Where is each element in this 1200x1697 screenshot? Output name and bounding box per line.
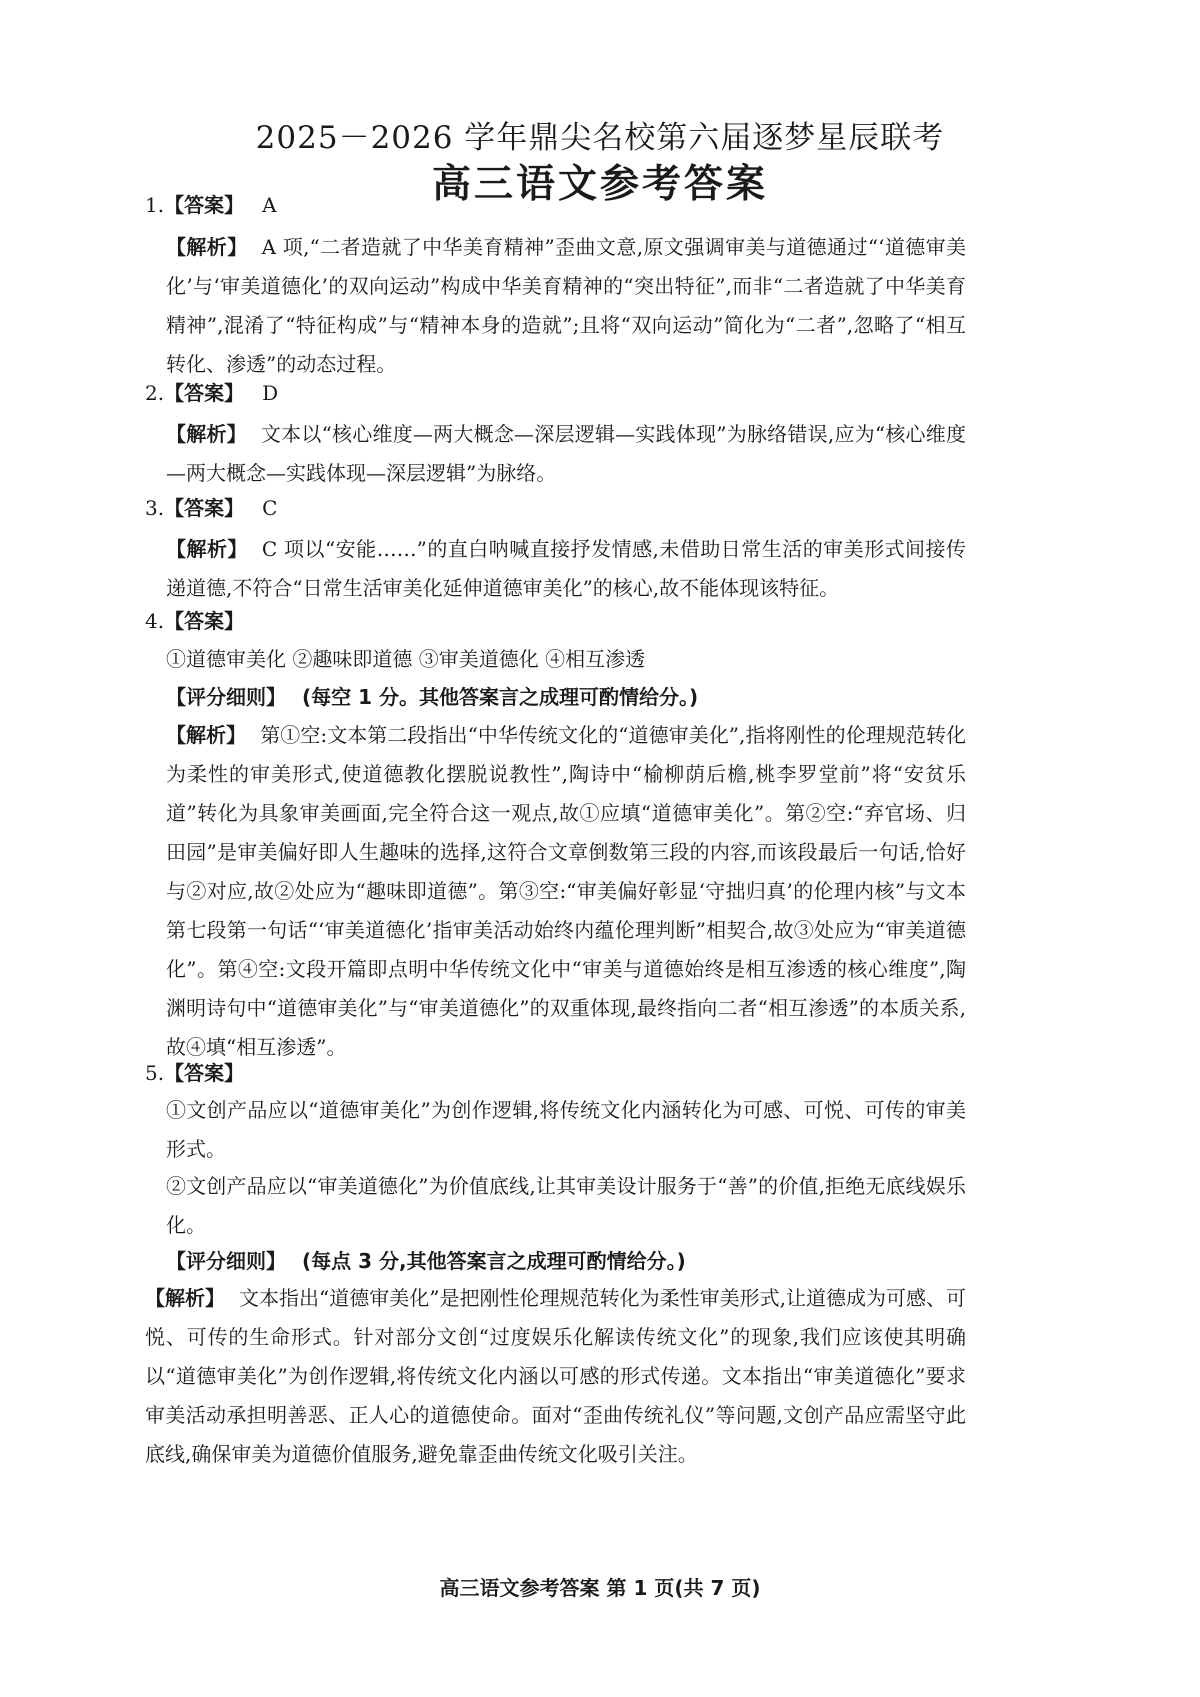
q4-analysis (166, 716, 966, 1067)
q4-analysis-tag: 【解析】 (166, 723, 247, 747)
q5-scoring (166, 1248, 686, 1274)
q5-analysis (145, 1279, 966, 1474)
q5-point-2: ②文创产品应以“审美道德化”为价值底线,让其审美设计服务于“善”的价值,拒绝无底线娱乐化。 (166, 1174, 966, 1237)
q3-analysis-tag: 【解析】 (166, 537, 248, 561)
q2-answer: D (262, 381, 279, 405)
q2-analysis-text: 文本以“核心维度—两大概念—深层逻辑—实践体现”为脉络错误,应为“核心维度—两大概念—实践体现—深层逻辑”为脉络。 (166, 422, 967, 485)
q2-answer-line (145, 380, 278, 406)
q1-answer-tag: 【答案】 (164, 193, 245, 217)
q5-score-note: (每点 3 分,其他答案言之成理可酌情给分。) (302, 1249, 686, 1273)
q4-analysis-text: 第①空:文本第二段指出“中华传统文化的“道德审美化”,指将刚性的伦理规范转化为柔性的审美形式,使道德教化摆脱说教性”,陶诗中“榆柳荫后檐,桃李罗堂前”将“安贫乐道”转化为具象审美画面,完全符合这一观点,故①应填“道德审美化”。第②空:“弃官场、归田园”是审美偏好即人生趣味的选择,这符合文章倒数第三段的内容,而该段最后一句话,恰好与②对应,故②处应为“趣味即道德”。第③空:“审美偏好彰显‘守拙归真’的伦理内核”与文本第七段第一句话“‘审美道德化’指审美活动始终内蕴伦理判断”相契合,故③处应为“审美道德化”。第④空:文段开篇即点明中华传统文化中“审美与道德始终是相互渗透的核心维度”,陶渊明诗句中“道德审美化”与“审美道德化”的双重体现,最终指向二者“相互渗透”的本质关系,故④填“相互渗透”。 (166, 723, 967, 1059)
q1-analysis-text: A 项,“二者造就了中华美育精神”歪曲文意,原文强调审美与道德通过“‘道德审美化’与‘审美道德化’的双向运动”构成中华美育精神的“突出特征”,而非“二者造就了中华美育精神”,混淆了“特征构成”与“精神本身的造就”;且将“双向运动”简化为“二者”,忽略了“相互转化、渗透”的动态过程。 (166, 235, 967, 376)
q3-answer-tag: 【答案】 (164, 496, 245, 520)
q3-analysis (166, 530, 966, 608)
exam-title: 2025－2026 学年鼎尖名校第六届逐梦星辰联考 (255, 120, 945, 156)
q5-analysis-text: 文本指出“道德审美化”是把刚性伦理规范转化为柔性审美形式,让道德成为可感、可悦、可传的生命形式。针对部分文创“过度娱乐化解读传统文化”的现象,我们应该使其明确以“道德审美化”为创作逻辑,将传统文化内涵以可感的形式传递。文本指出“审美道德化”要求审美活动承担明善恶、正人心的道德使命。面对“歪曲传统礼仪”等问题,文创产品应需坚守此底线,确保审美为道德价值服务,避免靠歪曲传统文化吸引关注。 (145, 1286, 967, 1466)
q2-analysis (166, 415, 966, 493)
q4-answer-tag: 【答案】 (164, 609, 245, 633)
q3-number: 3. (145, 496, 165, 520)
q3-analysis-text: C 项以“安能……”的直白呐喊直接抒发情感,未借助日常生活的审美形式间接传递道德,不符合“日常生活审美化延伸道德审美化”的核心,故不能体现该特征。 (166, 537, 967, 600)
q4-scoring (166, 684, 698, 710)
document-title: 高三语文参考答案 (431, 162, 768, 207)
q5-point-1: ①文创产品应以“道德审美化”为创作逻辑,将传统文化内涵转化为可感、可悦、可传的审美形式。 (166, 1098, 966, 1161)
q1-answer: A (262, 193, 277, 217)
q1-analysis-tag: 【解析】 (166, 235, 248, 259)
q5-answer-line (145, 1060, 244, 1086)
q4-answer-blanks: ①道德审美化 ②趣味即道德 ③审美道德化 ④相互渗透 (166, 647, 646, 671)
q2-number: 2. (145, 381, 165, 405)
q4-number: 4. (145, 609, 165, 633)
q1-number: 1. (145, 193, 165, 217)
q1-analysis (166, 228, 966, 384)
q5-number: 5. (145, 1061, 165, 1085)
q3-answer-line (145, 495, 277, 521)
q5-answer-tag: 【答案】 (164, 1061, 245, 1085)
page-footer: 高三语文参考答案 第 1 页(共 7 页) (439, 1576, 761, 1600)
q5-score-tag: 【评分细则】 (166, 1249, 286, 1273)
q4-answer-line (145, 608, 244, 634)
q1-answer-line (145, 192, 277, 218)
q5-analysis-tag: 【解析】 (145, 1286, 226, 1310)
q2-analysis-tag: 【解析】 (166, 422, 247, 446)
q3-answer: C (262, 496, 278, 520)
q4-score-tag: 【评分细则】 (166, 685, 286, 709)
q4-score-note: (每空 1 分。其他答案言之成理可酌情给分。) (302, 685, 699, 709)
q2-answer-tag: 【答案】 (164, 381, 245, 405)
